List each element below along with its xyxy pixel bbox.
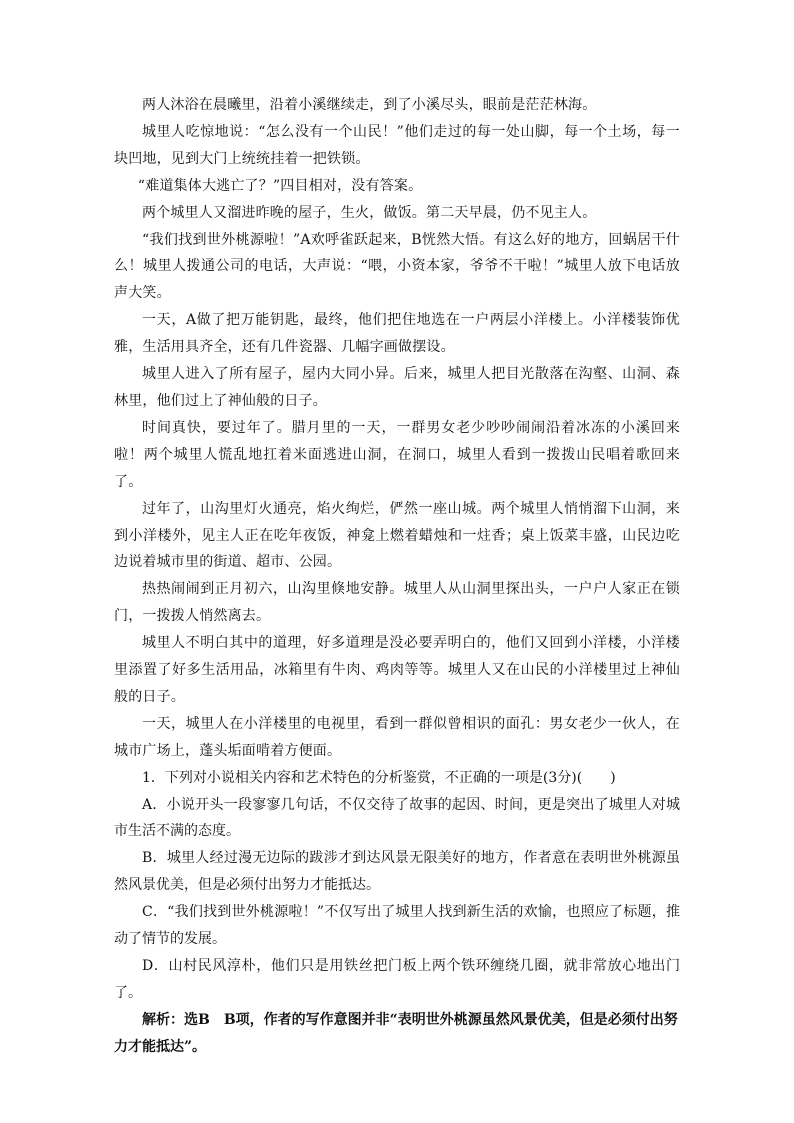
story-paragraph: 两个城里人又溜进昨晚的屋子，生火，做饭。第二天早晨，仍不见主人。 bbox=[142, 204, 597, 221]
story-paragraph: 两人沐浴在晨曦里，沿着小溪继续走，到了小溪尽头，眼前是茫茫林海。 bbox=[142, 97, 597, 113]
option-c: C．“我们找到世外桃源啦！”不仅写出了城里人找到新生活的欢愉，也照应了标题，推动了情节的发展。 bbox=[114, 904, 680, 948]
question-stem: 1．下列对小说相关内容和艺术特色的分析鉴赏，不正确的一项是(3分)( ) bbox=[142, 769, 616, 786]
option-a: A．小说开头一段寥寥几句话，不仅交待了故事的起因、时间，更是突出了城里人对城市生活不满的态度。 bbox=[114, 796, 680, 840]
story-paragraph: 热热闹闹到正月初六，山沟里倏地安静。城里人从山洞里探出头，一户户人家正在锁门，一拨拨人悄然离去。 bbox=[114, 581, 680, 625]
story-paragraph: 城里人进入了所有屋子，屋内大同小异。后来，城里人把目光散落在沟壑、山洞、森林里，他们过上了神仙般的日子。 bbox=[114, 366, 680, 409]
story-paragraph: 过年了，山沟里灯火通亮，焰火绚烂，俨然一座山城。两个城里人悄悄溜下山洞，来到小洋楼外，见主人正在吃年夜饭，神龛上燃着蜡烛和一炷香；桌上饭菜丰盛，山民边吃边说着城市里的街道、超市、公园。 bbox=[114, 500, 680, 571]
story-paragraph: 一天，城里人在小洋楼里的电视里，看到一群似曾相识的面孔：男女老少一伙人，在城市广场上，蓬头垢面啃着方便面。 bbox=[114, 715, 680, 759]
answer-analysis: 解析：选B B项，作者的写作意图并非“表明世外桃源虽然风景优美，但是必须付出努力才能抵达”。 bbox=[114, 1011, 678, 1055]
story-paragraph: 城里人吃惊地说：“怎么没有一个山民！”他们走过的每一处山脚，每一个土场，每一块凹地，见到大门上统统挂着一把铁锁。 bbox=[114, 123, 680, 167]
story-paragraph: “我们找到世外桃源啦！”A欢呼雀跃起来，B恍然大悟。有这么好的地方，回蜗居干什么！城里人拨通公司的电话，大声说：“喂，小资本家，爷爷不干啦！”城里人放下电话放声大笑。 bbox=[114, 231, 680, 302]
option-d: D．山村民风淳朴，他们只是用铁丝把门板上两个铁环缠绕几圈，就非常放心地出门了。 bbox=[114, 958, 680, 1001]
story-paragraph: “难道集体大逃亡了？”四目相对，没有答案。 bbox=[137, 177, 423, 194]
option-b: B．城里人经过漫无边际的跋涉才到达风景无限美好的地方，作者意在表明世外桃源虽然风景优美，但是必须付出努力才能抵达。 bbox=[114, 850, 680, 894]
story-paragraph: 城里人不明白其中的道理，好多道理是没必要弄明白的，他们又回到小洋楼，小洋楼里添置了好多生活用品，冰箱里有牛肉、鸡肉等等。城里人又在山民的小洋楼里过上神仙般的日子。 bbox=[114, 635, 680, 705]
story-paragraph: 一天，A做了把万能钥匙，最终，他们把住地选在一户两层小洋楼上。小洋楼装饰优雅，生活用具齐全，还有几件瓷器、几幅字画做摆设。 bbox=[114, 312, 680, 356]
story-paragraph: 时间真快，要过年了。腊月里的一天，一群男女老少吵吵闹闹沿着冰冻的小溪回来啦！两个城里人慌乱地扛着米面逃进山洞，在洞口，城里人看到一拨拨山民唱着歌回来了。 bbox=[114, 419, 680, 490]
document-page bbox=[114, 92, 680, 1061]
